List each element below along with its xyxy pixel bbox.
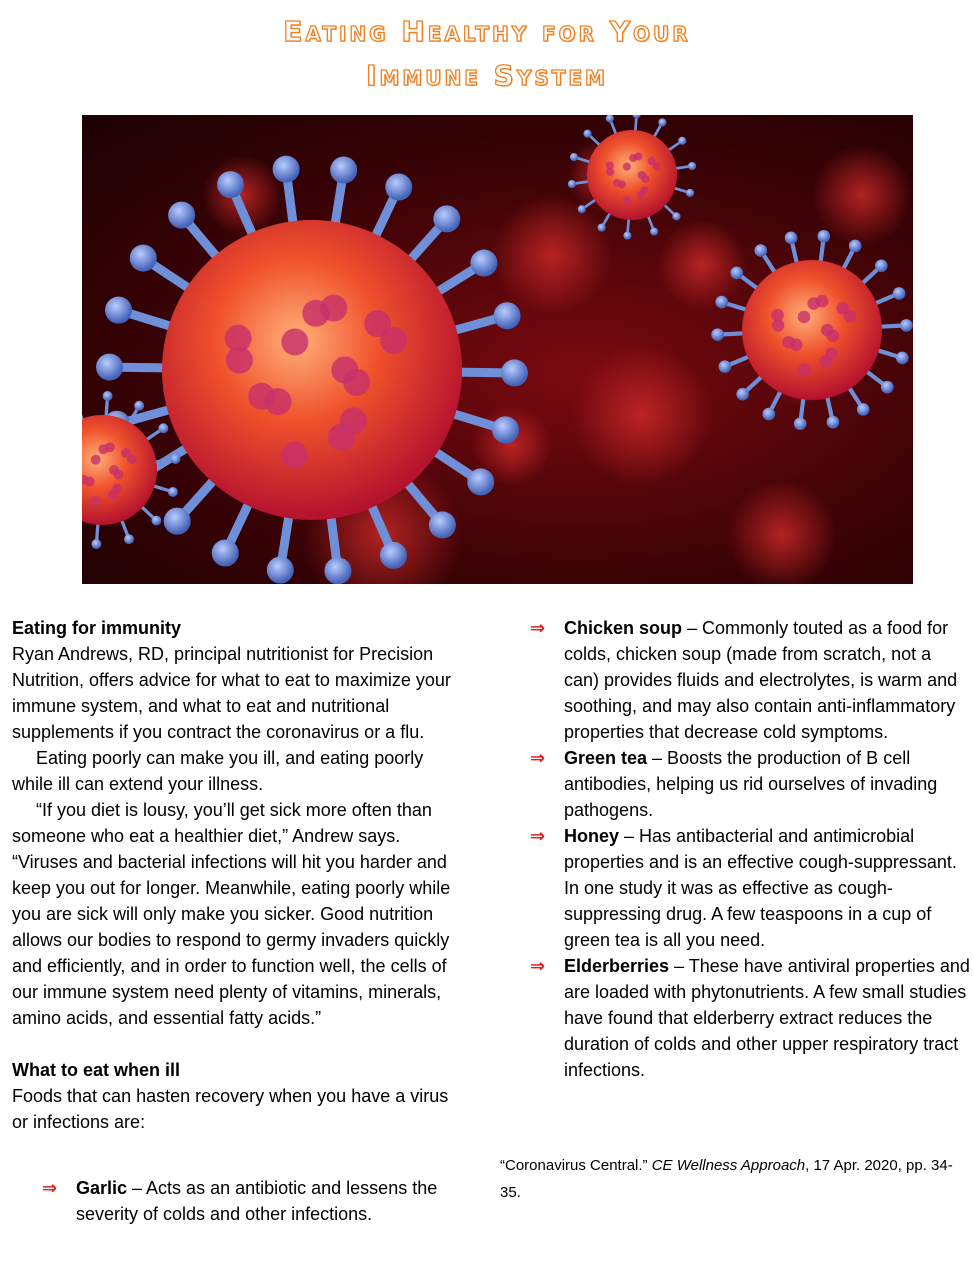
coronavirus-illustration — [82, 115, 913, 584]
food-item-chicken-soup — [530, 615, 970, 745]
food-description: – These have antiviral properties and are loaded with phytonutrients. A few small studies have found that elderberry extract reduces the duration of colds and other upper respiratory tract infections. — [564, 956, 970, 1080]
food-item-green-tea — [530, 745, 970, 823]
food-description: – Boosts the production of B cell antibodies, helping us rid ourselves of invading pathogens. — [564, 748, 938, 820]
quote-paragraph: “If you diet is lousy, you’ll get sick more often than someone who eat a healthier diet,” Andrew says. “Viruses and bacterial infections will hit you harder and keep you out for longer. Meanwhile, eating poorly while you are sick will only make you sicker. Good nutrition allows our bodies to respond to germy invaders quickly and efficiently, and in order to function well, the cells of our immune system need plenty of vitamins, minerals, amino acids, and essential fatty acids.” — [12, 800, 451, 1028]
bokeh-blur — [727, 480, 837, 584]
bokeh-blur — [657, 220, 747, 310]
citation — [500, 1152, 965, 1206]
citation-details: , 17 Apr. 2020, pp. 34-35. — [500, 1157, 953, 1201]
food-name: Green tea — [564, 748, 648, 768]
arrow-icon: ⇒ — [530, 618, 546, 638]
virus-artwork — [82, 115, 913, 584]
food-item-honey — [530, 823, 970, 953]
citation-title: “Coronavirus Central.” — [500, 1157, 652, 1174]
food-name: Chicken soup — [564, 618, 683, 638]
title-line-1: Eating Healthy for Your — [283, 15, 691, 48]
food-item-garlic — [42, 1175, 467, 1227]
page-title — [0, 10, 974, 98]
right-column — [530, 615, 970, 1083]
food-name: Elderberries — [564, 956, 670, 976]
food-item-elderberries — [530, 953, 970, 1083]
left-column — [12, 615, 467, 1227]
citation-source: CE Wellness Approach — [651, 1157, 806, 1174]
heading-eating-for-immunity: Eating for immunity — [12, 618, 182, 638]
intro-paragraph: Ryan Andrews, RD, principal nutritionist for Precision Nutrition, offers advice for what to eat to maximize your immune system, and what to eat and nutritional supplements if you contract the coronavirus or a flu. — [12, 644, 451, 742]
heading-what-to-eat: What to eat when ill — [12, 1060, 181, 1080]
food-name: Garlic — [76, 1178, 128, 1198]
bokeh-blur — [812, 145, 912, 245]
arrow-icon: ⇒ — [42, 1178, 58, 1198]
food-description: – Acts as an antibiotic and lessens the severity of colds and other infections. — [76, 1178, 438, 1224]
title-line-2: Immune System — [366, 59, 608, 92]
bokeh-blur — [492, 195, 612, 315]
paragraph-eating-poorly: Eating poorly can make you ill, and eating poorly while ill can extend your illness. — [12, 748, 424, 794]
food-description: – Commonly touted as a food for colds, chicken soup (made from scratch, not a can) provides fluids and electrolytes, is warm and soothing, and may also contain anti-inflammatory properties that decrease cold symptoms. — [564, 618, 958, 742]
food-description: – Has antibacterial and antimicrobial properties and is an effective cough-suppressant. In one study it was as effective as cough-suppressing drug. A few teaspoons in a cup of green tea is all you need. — [564, 826, 957, 950]
arrow-icon: ⇒ — [530, 956, 546, 976]
bokeh-blur — [572, 345, 712, 485]
arrow-icon: ⇒ — [530, 826, 546, 846]
foods-intro: Foods that can hasten recovery when you have a virus or infections are: — [12, 1086, 449, 1132]
food-name: Honey — [564, 826, 620, 846]
arrow-icon: ⇒ — [530, 748, 546, 768]
bokeh-blur — [202, 155, 282, 235]
